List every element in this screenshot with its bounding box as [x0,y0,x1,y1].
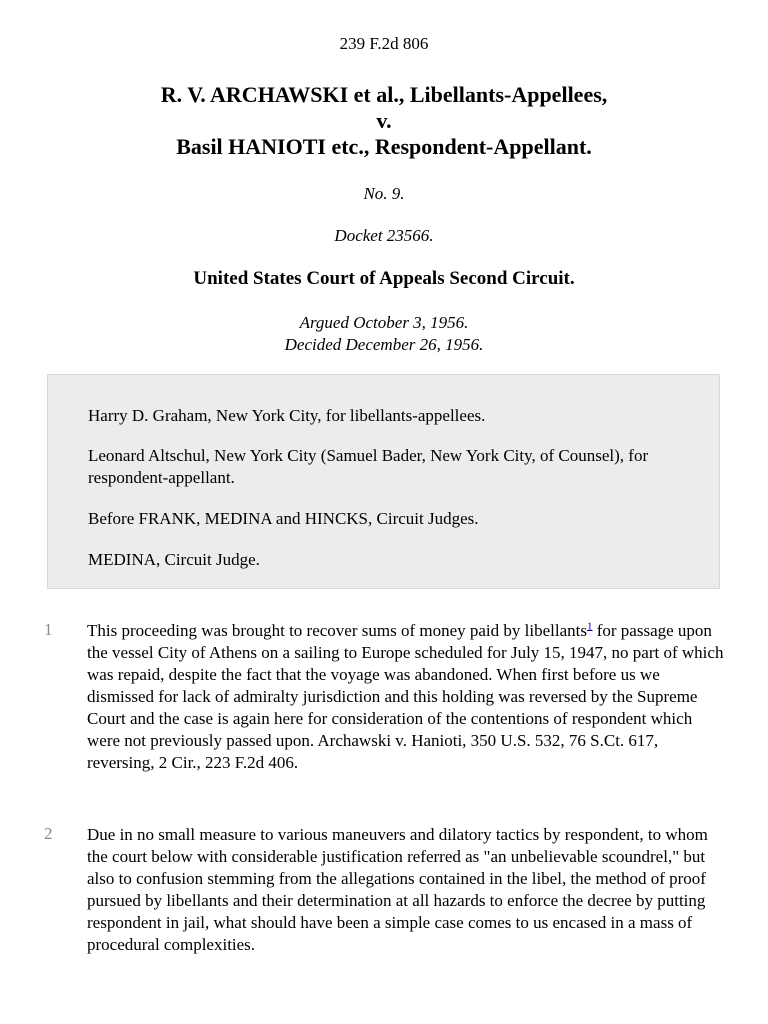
argued-date: Argued October 3, 1956. [299,313,469,332]
title-appellant: Basil HANIOTI etc., Respondent-Appellant. [176,134,592,159]
panel-judges: Before FRANK, MEDINA and HINCKS, Circuit Judges. [88,509,479,528]
case-title [0,82,768,160]
decided-date: Decided December 26, 1956. [284,335,484,354]
title-versus: v. [376,108,392,133]
docket-number: Docket 23566. [334,226,434,245]
counsel-appellees: Harry D. Graham, New York City, for libellants-appellees. [88,406,486,425]
court-name: United States Court of Appeals Second Circuit. [193,268,575,289]
opinion-author: MEDINA, Circuit Judge. [88,550,260,569]
paragraph-text-end: for passage upon the vessel City of Athens on a sailing to Europe scheduled for July 15, 1947, no part of which was repaid, despite the fact that the voyage was abandoned. When first before us we dismissed for lack of admiralty jurisdiction and this holding was reversed by the Supreme Court and the case is again here for consideration of the contentions of respondent which were not previously passed upon. Archawski v. Hanioti, 350 U.S. 532, 76 S.Ct. 617, reversing, 2 Cir., 223 F.2d 406. [87,621,724,772]
paragraph-number: 2 [44,824,53,843]
paragraph-number: 1 [44,620,53,639]
counsel-box [47,374,720,589]
title-appellees: R. V. ARCHAWSKI et al., Libellants-Appellees, [160,82,608,107]
case-dates [0,312,768,356]
footnote-link[interactable]: 1 [586,620,593,633]
paragraph-text-start: This proceeding was brought to recover sums of money paid by libellants [87,621,587,640]
case-citation: 239 F.2d 806 [339,34,429,53]
paragraph-text [87,620,727,774]
counsel-appellant: Leonard Altschul, New York City (Samuel Bader, New York City, of Counsel), for respondent-appellant. [88,446,649,487]
case-number: No. 9. [363,184,405,203]
paragraph-text: Due in no small measure to various maneuvers and dilatory tactics by respondent, to whom the court below with considerable justification referred as "an unbelievable scoundrel," but also to confusion stemming from the allegations contained in the libel, the method of proof pursued by libellants and their determination at all hazards to enforce the decree by putting respondent in jail, what should have been a simple case comes to us encased in a mass of procedural complexities. [87,825,708,954]
